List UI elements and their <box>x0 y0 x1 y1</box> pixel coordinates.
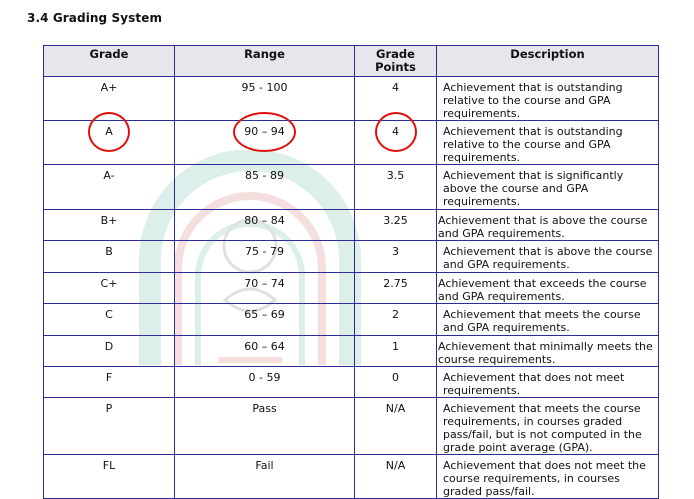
range-cell <box>175 273 355 304</box>
grade-text: FL <box>102 459 116 472</box>
grade-points-cell <box>355 304 437 336</box>
range-text: 0 - 59 <box>248 371 281 384</box>
grade-cell <box>44 273 175 304</box>
grade-text: A <box>105 125 113 138</box>
description-cell <box>437 304 659 336</box>
table-row <box>44 455 659 499</box>
header-grade: Grade <box>44 46 175 77</box>
grade-points-text: 0 <box>392 371 399 384</box>
description-cell <box>437 165 659 210</box>
grade-points-text: N/A <box>385 459 406 472</box>
description-text: Achievement that minimally meets the course requirements. <box>438 340 653 366</box>
description-text: Achievement that is outstanding relative to the course and GPA requirements. <box>443 81 623 120</box>
range-cell <box>175 241 355 273</box>
grade-points-cell <box>355 77 437 121</box>
grade-cell <box>44 398 175 455</box>
grade-cell <box>44 241 175 273</box>
range-cell <box>175 455 355 499</box>
grade-cell <box>44 304 175 336</box>
header-grade-points: Grade Points <box>355 46 437 77</box>
grade-points-cell <box>355 121 437 165</box>
description-cell <box>437 77 659 121</box>
grade-rows <box>44 77 659 499</box>
range-cell <box>175 398 355 455</box>
description-text: Achievement that exceeds the course and GPA requirements. <box>438 277 647 303</box>
description-text: Achievement that meets the course requirements, in courses graded pass/fail, but is not computed in the grade point average (GPA). <box>443 402 642 454</box>
grade-points-text: N/A <box>385 402 406 415</box>
grade-points-text: 3.5 <box>386 169 405 182</box>
header-row <box>44 46 659 77</box>
range-text: 60 – 64 <box>244 340 285 353</box>
description-text: Achievement that meets the course and GPA requirements. <box>443 308 641 334</box>
table-row <box>44 367 659 398</box>
range-text: 70 – 74 <box>244 277 285 290</box>
range-text: 90 – 94 <box>244 125 285 138</box>
table-row <box>44 398 659 455</box>
range-cell <box>175 165 355 210</box>
range-cell <box>175 367 355 398</box>
grade-points-cell <box>355 455 437 499</box>
header-description: Description <box>437 46 659 77</box>
grade-points-cell <box>355 398 437 455</box>
range-text: 80 – 84 <box>244 214 285 227</box>
grade-text: F <box>105 371 113 384</box>
grading-table <box>43 45 659 499</box>
grade-points-cell <box>355 273 437 304</box>
grade-points-text: 3 <box>392 245 399 258</box>
grade-text: C+ <box>100 277 118 290</box>
description-cell <box>437 367 659 398</box>
grade-text: C <box>105 308 113 321</box>
grade-text: P <box>105 402 113 415</box>
grade-cell <box>44 455 175 499</box>
grade-points-text: 4 <box>392 125 399 138</box>
table-row <box>44 77 659 121</box>
grade-cell <box>44 121 175 165</box>
description-cell <box>437 210 659 241</box>
description-text: Achievement that does not meet requirements. <box>443 371 625 397</box>
range-cell <box>175 77 355 121</box>
range-text: 85 - 89 <box>245 169 284 182</box>
description-text: Achievement that is above the course and GPA requirements. <box>443 245 653 271</box>
table-row <box>44 336 659 367</box>
grade-cell <box>44 77 175 121</box>
grade-cell <box>44 367 175 398</box>
grade-text: B+ <box>100 214 118 227</box>
table-row <box>44 165 659 210</box>
range-cell <box>175 121 355 165</box>
description-text: Achievement that is significantly above the course and GPA requirements. <box>443 169 624 208</box>
grade-points-text: 4 <box>392 81 399 94</box>
range-text: 75 - 79 <box>245 245 284 258</box>
grade-points-text: 2.75 <box>383 277 408 290</box>
header-range: Range <box>175 46 355 77</box>
grade-cell <box>44 165 175 210</box>
range-text: 65 – 69 <box>244 308 285 321</box>
grade-cell <box>44 336 175 367</box>
description-cell <box>437 241 659 273</box>
range-cell <box>175 336 355 367</box>
grade-text: A+ <box>100 81 118 94</box>
description-cell <box>437 455 659 499</box>
range-text: Fail <box>255 459 274 472</box>
description-text: Achievement that does not meet the course requirements, in courses graded pass/fail. <box>443 459 646 498</box>
table-row <box>44 273 659 304</box>
description-cell <box>437 336 659 367</box>
range-text: Pass <box>252 402 277 415</box>
grade-text: D <box>104 340 114 353</box>
grade-text: B <box>105 245 113 258</box>
section-title: 3.4 Grading System <box>27 11 163 25</box>
range-text: 95 - 100 <box>241 81 288 94</box>
description-cell <box>437 398 659 455</box>
description-cell <box>437 121 659 165</box>
range-cell <box>175 210 355 241</box>
grade-text: A- <box>103 169 115 182</box>
grade-cell <box>44 210 175 241</box>
grade-points-text: 1 <box>392 340 399 353</box>
grade-points-cell <box>355 210 437 241</box>
grade-points-cell <box>355 367 437 398</box>
grade-points-text: 3.25 <box>383 214 408 227</box>
grade-points-cell <box>355 241 437 273</box>
table-row <box>44 304 659 336</box>
table-row <box>44 210 659 241</box>
grade-points-text: 2 <box>392 308 399 321</box>
table-row <box>44 121 659 165</box>
grade-points-cell <box>355 336 437 367</box>
table-row <box>44 241 659 273</box>
description-text: Achievement that is outstanding relative to the course and GPA requirements. <box>443 125 623 164</box>
description-cell <box>437 273 659 304</box>
grade-points-cell <box>355 165 437 210</box>
description-text: Achievement that is above the course and GPA requirements. <box>438 214 648 240</box>
range-cell <box>175 304 355 336</box>
